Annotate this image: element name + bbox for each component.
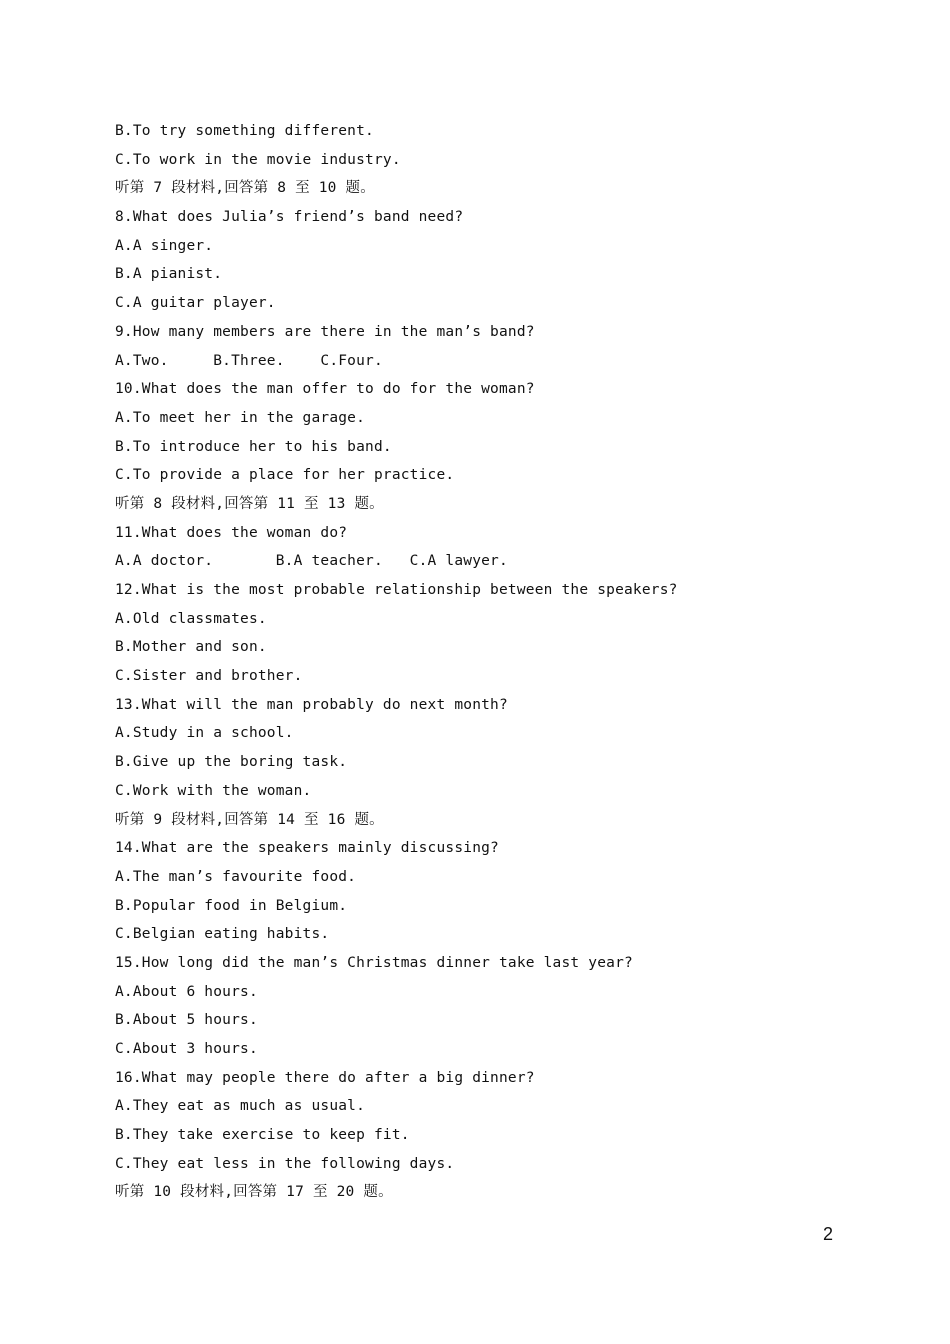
page-number: 2	[823, 1224, 834, 1244]
text-line: 13.What will the man probably do next month?	[115, 696, 508, 713]
text-line: B.To try something different.	[115, 123, 374, 139]
text-line: 11.What does the woman do?	[115, 524, 348, 541]
text-line: C.To work in the movie industry.	[115, 151, 401, 168]
text-line: B.To introduce her to his band.	[115, 438, 392, 455]
text-line: B.Popular food in Belgium.	[115, 897, 348, 914]
text-line: A.The man’s favourite food.	[115, 868, 357, 885]
text-line: A.To meet her in the garage.	[115, 409, 366, 426]
text-line: B.About 5 hours.	[115, 1012, 258, 1029]
text-line: C.They eat less in the following days.	[115, 1155, 455, 1172]
text-line: C.Sister and brother.	[115, 668, 303, 685]
text-line: B.They take exercise to keep fit.	[115, 1127, 410, 1144]
text-line: A.A doctor. B.A teacher. C.A lawyer.	[115, 553, 508, 570]
text-line: 听第 9 段材料,回答第 14 至 16 题。	[115, 811, 384, 828]
text-line: B.Mother and son.	[115, 639, 267, 656]
text-line: 听第 10 段材料,回答第 17 至 20 题。	[115, 1184, 393, 1201]
text-line: 16.What may people there do after a big dinner?	[115, 1069, 535, 1086]
text-line: A.Two. B.Three. C.Four.	[115, 352, 383, 369]
text-line: C.A guitar player.	[115, 295, 276, 312]
question-text-block	[115, 117, 875, 1207]
text-line: C.To provide a place for her practice.	[115, 467, 455, 484]
text-line: A.Study in a school.	[115, 725, 294, 742]
text-line: 听第 8 段材料,回答第 11 至 13 题。	[115, 495, 384, 512]
text-line: 15.How long did the man’s Christmas dinner take last year?	[115, 954, 633, 971]
text-line: 14.What are the speakers mainly discussing?	[115, 840, 499, 857]
text-line: C.Belgian eating habits.	[115, 926, 330, 943]
text-line: 12.What is the most probable relationship between the speakers?	[115, 582, 678, 598]
text-line: C.Work with the woman.	[115, 782, 312, 799]
text-line: A.A singer.	[115, 237, 214, 254]
text-line: B.Give up the boring task.	[115, 754, 348, 771]
text-line: A.They eat as much as usual.	[115, 1098, 366, 1115]
text-line: C.About 3 hours.	[115, 1041, 258, 1057]
text-line: 9.How many members are there in the man’s band?	[115, 323, 535, 340]
text-line: A.Old classmates.	[115, 610, 267, 627]
text-line: 听第 7 段材料,回答第 8 至 10 题。	[115, 180, 375, 197]
text-line: 8.What does Julia’s friend’s band need?	[115, 209, 464, 226]
text-line: B.A pianist.	[115, 266, 223, 283]
text-line: 10.What does the man offer to do for the woman?	[115, 381, 535, 398]
text-line: A.About 6 hours.	[115, 983, 258, 1000]
